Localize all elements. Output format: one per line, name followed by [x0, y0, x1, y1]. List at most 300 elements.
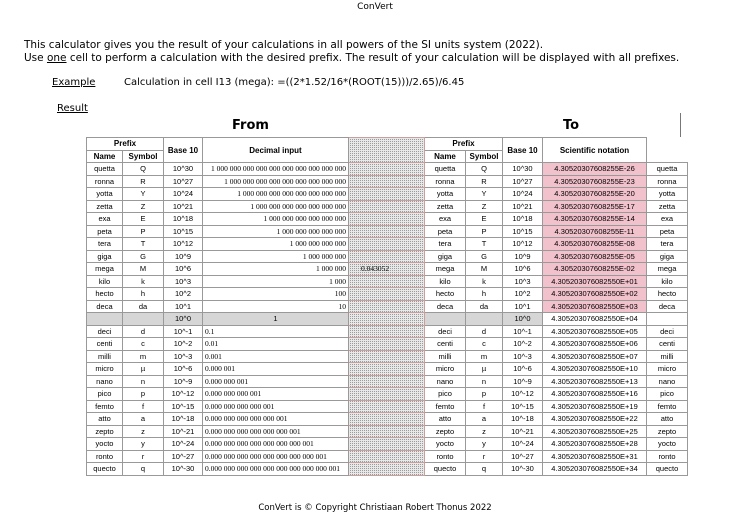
result-link[interactable]: Result	[57, 103, 88, 114]
from-base10-cell: 10^-18	[164, 413, 203, 426]
to-name-cell: hecto	[425, 288, 466, 301]
table-row	[87, 263, 688, 276]
decimal-input-cell[interactable]: 1 000 000	[203, 263, 349, 276]
table-row	[87, 338, 688, 351]
to-name-cell: micro	[425, 363, 466, 376]
to-base10-cell: 10^-12	[503, 388, 543, 401]
calculation-input-cell[interactable]	[349, 338, 425, 351]
to-base10-cell: 10^21	[503, 200, 543, 213]
to-name-cell: peta	[425, 225, 466, 238]
table-row	[87, 238, 688, 251]
intro-line-2-end: cell to perform a calculation with the desired prefix. The result of your calculation will be displayed with all prefixes.	[66, 52, 680, 64]
from-symbol-cell	[123, 313, 164, 326]
scientific-result-cell: 4.305203076082550E+13	[543, 375, 647, 388]
to-name-cell: deci	[425, 325, 466, 338]
to-name-cell: femto	[425, 400, 466, 413]
decimal-input-header: Decimal input	[203, 138, 349, 163]
to-name-cell: nano	[425, 375, 466, 388]
to-symbol-cell: Q	[466, 163, 503, 176]
from-symbol-cell: E	[123, 213, 164, 226]
from-name-cell: femto	[87, 400, 123, 413]
header-spacer	[647, 138, 688, 163]
calculation-input-cell[interactable]	[349, 350, 425, 363]
to-symbol-cell: q	[466, 463, 503, 476]
from-name-cell: kilo	[87, 275, 123, 288]
table-row	[87, 163, 688, 176]
to-symbol-cell: G	[466, 250, 503, 263]
to-symbol-cell: a	[466, 413, 503, 426]
to-base10-cell: 10^-24	[503, 438, 543, 451]
intro-line-1: This calculator gives you the result of your calculations in all powers of the SI units system (2022).	[24, 39, 544, 51]
table-row	[87, 363, 688, 376]
scientific-result-cell: 4.30520307608255E-11	[543, 225, 647, 238]
to-base10-cell: 10^15	[503, 225, 543, 238]
to-name-label-cell: kilo	[647, 275, 688, 288]
to-name-cell: atto	[425, 413, 466, 426]
from-name-cell: peta	[87, 225, 123, 238]
decimal-input-cell[interactable]: 0.000 000 000 000 000 000 000 001	[203, 438, 349, 451]
decimal-input-cell[interactable]: 0.000 000 000 000 000 000 000 000 001	[203, 450, 349, 463]
intro-line-2	[24, 52, 679, 64]
from-name-cell: exa	[87, 213, 123, 226]
decimal-input-cell[interactable]: 1 000 000 000 000 000 000 000 000	[203, 188, 349, 201]
to-base10-cell: 10^2	[503, 288, 543, 301]
to-name-label-cell: milli	[647, 350, 688, 363]
to-symbol-cell: z	[466, 425, 503, 438]
to-name-label-cell: ronto	[647, 450, 688, 463]
app-title: ConVert	[357, 2, 393, 12]
scientific-result-cell: 4.30520307608255E-05	[543, 250, 647, 263]
table-row	[87, 175, 688, 188]
calculation-input-cell[interactable]	[349, 450, 425, 463]
table-row	[87, 300, 688, 313]
to-name-cell: yocto	[425, 438, 466, 451]
intro-line-2-start: Use	[24, 52, 47, 64]
from-name-cell: ronto	[87, 450, 123, 463]
from-base10-cell: 10^0	[164, 313, 203, 326]
from-base10-cell: 10^-30	[164, 463, 203, 476]
from-base10-cell: 10^24	[164, 188, 203, 201]
to-name-label-cell: peta	[647, 225, 688, 238]
from-name-cell: milli	[87, 350, 123, 363]
to-name-label-cell: deci	[647, 325, 688, 338]
to-symbol-cell: M	[466, 263, 503, 276]
table-row	[87, 388, 688, 401]
from-symbol-cell: y	[123, 438, 164, 451]
scientific-result-cell: 4.305203076082550E+07	[543, 350, 647, 363]
table-row	[87, 463, 688, 476]
to-base10-cell: 10^24	[503, 188, 543, 201]
to-name-label-cell: pico	[647, 388, 688, 401]
to-symbol-cell: k	[466, 275, 503, 288]
to-name-cell: quetta	[425, 163, 466, 176]
table-row	[87, 413, 688, 426]
decimal-input-cell[interactable]: 0.000 001	[203, 363, 349, 376]
decimal-input-cell[interactable]: 1 000 000 000 000 000 000 000 000 000 000	[203, 163, 349, 176]
from-name-cell	[87, 313, 123, 326]
to-name-cell: milli	[425, 350, 466, 363]
from-symbol-cell: µ	[123, 363, 164, 376]
to-base10-cell: 10^3	[503, 275, 543, 288]
to-name-label-cell: micro	[647, 363, 688, 376]
decimal-input-cell[interactable]: 0.001	[203, 350, 349, 363]
to-name-cell: yotta	[425, 188, 466, 201]
from-base10-cell: 10^1	[164, 300, 203, 313]
decimal-input-cell[interactable]: 1 000 000 000	[203, 250, 349, 263]
to-base10-cell: 10^-27	[503, 450, 543, 463]
to-base10-cell: 10^-6	[503, 363, 543, 376]
from-base10-cell: 10^3	[164, 275, 203, 288]
calculation-input-cell[interactable]: 0.043052	[349, 263, 425, 276]
table-row	[87, 438, 688, 451]
table-row	[87, 200, 688, 213]
to-symbol-cell: E	[466, 213, 503, 226]
to-name-label-cell: nano	[647, 375, 688, 388]
decimal-input-cell[interactable]: 0.000 000 000 000 000 000 001	[203, 425, 349, 438]
to-name-header: Name	[425, 150, 466, 163]
table-row	[87, 350, 688, 363]
decimal-input-cell[interactable]: 1 000 000 000 000 000 000 000	[203, 200, 349, 213]
calculation-input-cell[interactable]	[349, 400, 425, 413]
to-symbol-cell: n	[466, 375, 503, 388]
to-name-label-cell: quetta	[647, 163, 688, 176]
from-name-cell: mega	[87, 263, 123, 276]
scientific-notation-header: Scientific notation	[543, 138, 647, 163]
from-symbol-cell: z	[123, 425, 164, 438]
calculation-input-cell[interactable]	[349, 300, 425, 313]
table-row	[87, 275, 688, 288]
to-name-cell: mega	[425, 263, 466, 276]
intro-one-emphasis: one	[46, 52, 67, 64]
to-name-label-cell: yotta	[647, 188, 688, 201]
from-base10-cell: 10^-1	[164, 325, 203, 338]
from-name-cell: yocto	[87, 438, 123, 451]
from-name-cell: micro	[87, 363, 123, 376]
scientific-result-cell: 4.305203076082550E+25	[543, 425, 647, 438]
from-symbol-cell: h	[123, 288, 164, 301]
to-symbol-header: Symbol	[466, 150, 503, 163]
table-row	[87, 213, 688, 226]
from-name-cell: zetta	[87, 200, 123, 213]
from-symbol-cell: Z	[123, 200, 164, 213]
decimal-input-cell[interactable]: 100	[203, 288, 349, 301]
calculation-input-cell[interactable]	[349, 425, 425, 438]
to-symbol-cell: Y	[466, 188, 503, 201]
calculation-input-cell[interactable]	[349, 363, 425, 376]
to-symbol-cell: f	[466, 400, 503, 413]
to-name-label-cell: exa	[647, 213, 688, 226]
scientific-result-cell: 4.305203076082550E+04	[543, 313, 647, 326]
calculation-input-cell[interactable]	[349, 200, 425, 213]
to-name-label-cell: mega	[647, 263, 688, 276]
to-name-cell: zetta	[425, 200, 466, 213]
to-name-label-cell: atto	[647, 413, 688, 426]
to-name-cell: centi	[425, 338, 466, 351]
calculation-input-cell[interactable]	[349, 225, 425, 238]
calculation-input-cell[interactable]	[349, 163, 425, 176]
to-base10-cell: 10^30	[503, 163, 543, 176]
from-prefix-header: Prefix	[87, 138, 164, 151]
table-row	[87, 225, 688, 238]
to-base10-cell: 10^-3	[503, 350, 543, 363]
from-name-cell: hecto	[87, 288, 123, 301]
decimal-input-cell[interactable]: 0.000 000 000 000 000 001	[203, 413, 349, 426]
from-symbol-cell: k	[123, 275, 164, 288]
table-row	[87, 313, 688, 326]
to-name-cell: tera	[425, 238, 466, 251]
from-name-cell: pico	[87, 388, 123, 401]
to-name-cell	[425, 313, 466, 326]
table-row	[87, 450, 688, 463]
decimal-input-cell[interactable]: 0.1	[203, 325, 349, 338]
to-name-cell: ronto	[425, 450, 466, 463]
from-symbol-cell: Y	[123, 188, 164, 201]
from-name-header: Name	[87, 150, 123, 163]
calculation-input-cell[interactable]	[349, 175, 425, 188]
to-symbol-cell: R	[466, 175, 503, 188]
copyright-footer: ConVert is © Copyright Christiaan Robert Thonus 2022	[258, 503, 492, 513]
from-symbol-cell: r	[123, 450, 164, 463]
from-symbol-cell: a	[123, 413, 164, 426]
decimal-input-cell[interactable]: 0.000 000 001	[203, 375, 349, 388]
to-symbol-cell: da	[466, 300, 503, 313]
from-symbol-cell: n	[123, 375, 164, 388]
from-symbol-cell: R	[123, 175, 164, 188]
to-symbol-cell: r	[466, 450, 503, 463]
to-base10-header: Base 10	[503, 138, 543, 163]
scientific-result-cell: 4.30520307608255E-23	[543, 175, 647, 188]
from-base10-header: Base 10	[164, 138, 203, 163]
from-base10-cell: 10^9	[164, 250, 203, 263]
calculation-input-cell[interactable]	[349, 238, 425, 251]
from-heading: From	[232, 118, 269, 133]
decimal-input-cell[interactable]: 1	[203, 313, 349, 326]
to-symbol-cell: h	[466, 288, 503, 301]
calculation-input-cell[interactable]	[349, 325, 425, 338]
table-row	[87, 288, 688, 301]
conversion-table	[86, 137, 688, 476]
to-base10-cell: 10^-18	[503, 413, 543, 426]
scientific-result-cell: 4.305203076082550E+10	[543, 363, 647, 376]
calculation-input-cell[interactable]	[349, 413, 425, 426]
calculation-input-cell[interactable]	[349, 438, 425, 451]
from-base10-cell: 10^15	[164, 225, 203, 238]
from-base10-cell: 10^30	[164, 163, 203, 176]
decimal-input-cell[interactable]: 1 000 000 000 000	[203, 238, 349, 251]
to-name-label-cell: yocto	[647, 438, 688, 451]
scientific-result-cell: 4.305203076082550E+34	[543, 463, 647, 476]
from-name-cell: ronna	[87, 175, 123, 188]
from-base10-cell: 10^27	[164, 175, 203, 188]
to-name-cell: ronna	[425, 175, 466, 188]
from-name-cell: centi	[87, 338, 123, 351]
calculation-input-cell[interactable]	[349, 463, 425, 476]
to-base10-cell: 10^18	[503, 213, 543, 226]
to-name-cell: zepto	[425, 425, 466, 438]
scientific-result-cell: 4.30520307608255E-02	[543, 263, 647, 276]
scientific-result-cell: 4.305203076082550E+28	[543, 438, 647, 451]
from-name-cell: yotta	[87, 188, 123, 201]
to-name-label-cell: zetta	[647, 200, 688, 213]
from-base10-cell: 10^-21	[164, 425, 203, 438]
to-name-label-cell: centi	[647, 338, 688, 351]
to-symbol-cell: y	[466, 438, 503, 451]
from-base10-cell: 10^-6	[164, 363, 203, 376]
from-base10-cell: 10^-15	[164, 400, 203, 413]
decimal-input-cell[interactable]: 0.000 000 000 001	[203, 388, 349, 401]
calculation-input-cell[interactable]	[349, 250, 425, 263]
decimal-input-cell[interactable]: 1 000 000 000 000 000 000 000 000 000	[203, 175, 349, 188]
calculation-input-cell[interactable]	[349, 375, 425, 388]
from-symbol-cell: G	[123, 250, 164, 263]
to-base10-cell: 10^-1	[503, 325, 543, 338]
to-name-label-cell: quecto	[647, 463, 688, 476]
to-symbol-cell: p	[466, 388, 503, 401]
from-symbol-cell: c	[123, 338, 164, 351]
from-base10-cell: 10^-12	[164, 388, 203, 401]
to-name-cell: pico	[425, 388, 466, 401]
calculation-input-cell[interactable]	[349, 188, 425, 201]
calculation-input-cell[interactable]	[349, 288, 425, 301]
from-symbol-cell: da	[123, 300, 164, 313]
from-base10-cell: 10^6	[164, 263, 203, 276]
to-symbol-cell: d	[466, 325, 503, 338]
to-symbol-cell: T	[466, 238, 503, 251]
from-base10-cell: 10^-24	[164, 438, 203, 451]
from-base10-cell: 10^-9	[164, 375, 203, 388]
calculation-input-cell[interactable]	[349, 313, 425, 326]
scientific-result-cell: 4.305203076082550E+31	[543, 450, 647, 463]
to-base10-cell: 10^1	[503, 300, 543, 313]
scientific-result-cell: 4.305203076082550E+02	[543, 288, 647, 301]
to-symbol-cell: Z	[466, 200, 503, 213]
from-base10-cell: 10^-3	[164, 350, 203, 363]
calculation-input-cell[interactable]	[349, 275, 425, 288]
to-base10-cell: 10^6	[503, 263, 543, 276]
to-name-label-cell: ronna	[647, 175, 688, 188]
to-prefix-header: Prefix	[425, 138, 503, 151]
from-symbol-cell: p	[123, 388, 164, 401]
decimal-input-cell[interactable]: 0.000 000 000 000 001	[203, 400, 349, 413]
from-symbol-cell: T	[123, 238, 164, 251]
to-name-cell: kilo	[425, 275, 466, 288]
decimal-input-cell[interactable]: 10	[203, 300, 349, 313]
from-symbol-cell: d	[123, 325, 164, 338]
from-name-cell: nano	[87, 375, 123, 388]
from-name-cell: quecto	[87, 463, 123, 476]
from-name-cell: giga	[87, 250, 123, 263]
from-base10-cell: 10^21	[164, 200, 203, 213]
from-symbol-cell: Q	[123, 163, 164, 176]
scientific-result-cell: 4.30520307608255E-17	[543, 200, 647, 213]
to-symbol-cell: P	[466, 225, 503, 238]
from-name-cell: tera	[87, 238, 123, 251]
decimal-input-cell[interactable]: 0.01	[203, 338, 349, 351]
decimal-input-cell[interactable]: 1 000 000 000 000 000	[203, 225, 349, 238]
scientific-result-cell: 4.305203076082550E+06	[543, 338, 647, 351]
input-column-header	[349, 138, 425, 163]
to-symbol-cell: c	[466, 338, 503, 351]
scientific-result-cell: 4.305203076082550E+16	[543, 388, 647, 401]
table-row	[87, 188, 688, 201]
to-name-label-cell: tera	[647, 238, 688, 251]
to-name-cell: deca	[425, 300, 466, 313]
column-divider	[680, 113, 681, 137]
scientific-result-cell: 4.305203076082550E+03	[543, 300, 647, 313]
from-base10-cell: 10^2	[164, 288, 203, 301]
to-base10-cell: 10^27	[503, 175, 543, 188]
to-name-label-cell	[647, 313, 688, 326]
from-name-cell: atto	[87, 413, 123, 426]
from-name-cell: quetta	[87, 163, 123, 176]
table-row	[87, 375, 688, 388]
to-symbol-cell	[466, 313, 503, 326]
to-base10-cell: 10^12	[503, 238, 543, 251]
from-base10-cell: 10^-27	[164, 450, 203, 463]
from-name-cell: zepto	[87, 425, 123, 438]
to-name-cell: exa	[425, 213, 466, 226]
to-base10-cell: 10^-21	[503, 425, 543, 438]
to-base10-cell: 10^0	[503, 313, 543, 326]
scientific-result-cell: 4.30520307608255E-08	[543, 238, 647, 251]
to-name-label-cell: hecto	[647, 288, 688, 301]
table-row	[87, 325, 688, 338]
scientific-result-cell: 4.305203076082550E+01	[543, 275, 647, 288]
to-name-label-cell: giga	[647, 250, 688, 263]
from-symbol-cell: P	[123, 225, 164, 238]
from-base10-cell: 10^18	[164, 213, 203, 226]
scientific-result-cell: 4.305203076082550E+19	[543, 400, 647, 413]
calculation-input-cell[interactable]	[349, 213, 425, 226]
to-name-label-cell: deca	[647, 300, 688, 313]
example-formula: Calculation in cell I13 (mega): =((2*1.52/16*(ROOT(15)))/2.65)/6.45	[124, 77, 465, 88]
to-heading: To	[563, 118, 580, 133]
to-base10-cell: 10^-9	[503, 375, 543, 388]
from-base10-cell: 10^12	[164, 238, 203, 251]
scientific-result-cell: 4.30520307608255E-14	[543, 213, 647, 226]
scientific-result-cell: 4.30520307608255E-20	[543, 188, 647, 201]
to-base10-cell: 10^9	[503, 250, 543, 263]
decimal-input-cell[interactable]: 1 000	[203, 275, 349, 288]
to-name-label-cell: zepto	[647, 425, 688, 438]
decimal-input-cell[interactable]: 0.000 000 000 000 000 000 000 000 000 001	[203, 463, 349, 476]
table-row	[87, 250, 688, 263]
to-name-cell: quecto	[425, 463, 466, 476]
from-symbol-cell: q	[123, 463, 164, 476]
to-name-cell: giga	[425, 250, 466, 263]
table-row	[87, 400, 688, 413]
from-symbol-header: Symbol	[123, 150, 164, 163]
calculation-input-cell[interactable]	[349, 388, 425, 401]
header-row-1	[87, 138, 688, 151]
decimal-input-cell[interactable]: 1 000 000 000 000 000 000	[203, 213, 349, 226]
to-base10-cell: 10^-15	[503, 400, 543, 413]
to-name-label-cell: femto	[647, 400, 688, 413]
to-base10-cell: 10^-2	[503, 338, 543, 351]
from-name-cell: deca	[87, 300, 123, 313]
table-row	[87, 425, 688, 438]
from-base10-cell: 10^-2	[164, 338, 203, 351]
example-link[interactable]: Example	[52, 77, 96, 88]
to-symbol-cell: m	[466, 350, 503, 363]
to-symbol-cell: µ	[466, 363, 503, 376]
from-symbol-cell: m	[123, 350, 164, 363]
scientific-result-cell: 4.30520307608255E-26	[543, 163, 647, 176]
from-symbol-cell: f	[123, 400, 164, 413]
to-base10-cell: 10^-30	[503, 463, 543, 476]
from-name-cell: deci	[87, 325, 123, 338]
from-symbol-cell: M	[123, 263, 164, 276]
